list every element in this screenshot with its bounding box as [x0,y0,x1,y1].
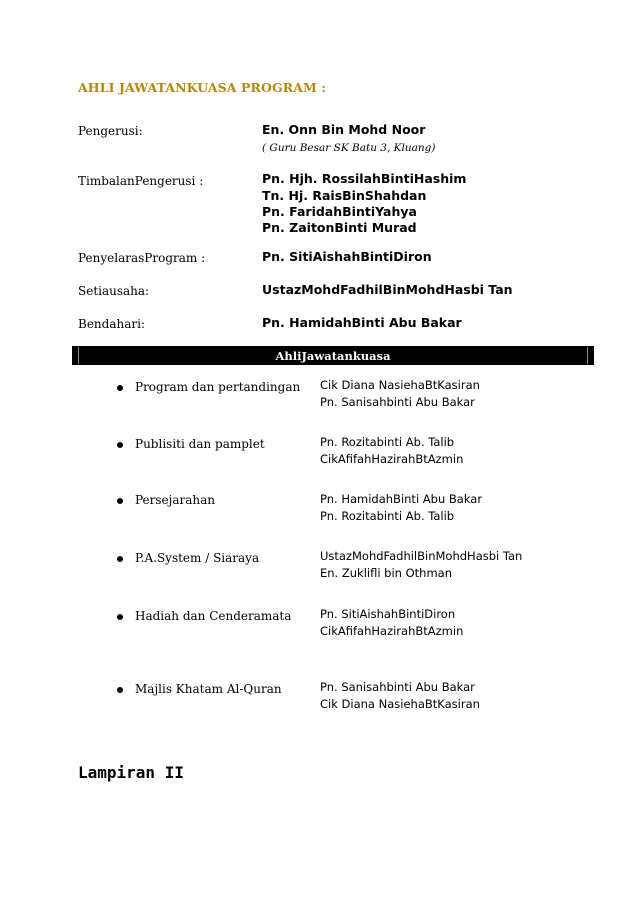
officer-value-timbalan-4: Pn. ZaitonBinti Murad [262,220,417,235]
officer-value-setiausaha: UstazMohdFadhilBinMohdHasbi Tan [262,282,513,297]
committee-member: En. Zuklifli bin Othman [320,566,453,580]
officer-label-timbalan: TimbalanPengerusi : [78,174,204,188]
committee-member: Pn. Sanisahbinti Abu Bakar [320,395,475,409]
committee-name-persejarahan: Persejarahan [135,493,216,507]
committee-member: CikAfifahHazirahBtAzmin [320,624,464,638]
committee-member: UstazMohdFadhilBinMohdHasbi Tan [320,549,523,563]
committee-member: Pn. HamidahBinti Abu Bakar [320,492,483,506]
bullet-icon [117,556,123,562]
committee-member: Pn. Rozitabinti Ab. Talib [320,509,455,523]
committee-member: Cik Diana NasiehaBtKasiran [320,378,480,392]
officer-label-setiausaha: Setiausaha: [78,284,150,298]
committee-name-hadiah: Hadiah dan Cenderamata [135,609,292,623]
officer-label-penyelaras: PenyelarasProgram : [78,251,206,265]
committee-header-bar [72,346,594,365]
bullet-icon [117,687,123,693]
committee-member: Pn. Rozitabinti Ab. Talib [320,435,455,449]
officer-label-bendahari: Bendahari: [78,317,145,331]
page-title: AHLI JAWATANKUASA PROGRAM : [78,80,327,95]
committee-member: CikAfifahHazirahBtAzmin [320,452,464,466]
officer-note-pengerusi: ( Guru Besar SK Batu 3, Kluang) [262,142,436,154]
officer-value-timbalan-2: Tn. Hj. RaisBinShahdan [262,188,427,203]
bullet-icon [117,442,123,448]
committee-name-program: Program dan pertandingan [135,380,301,394]
committee-member: Cik Diana NasiehaBtKasiran [320,697,480,711]
bullet-icon [117,614,123,620]
bullet-icon [117,498,123,504]
officer-value-bendahari: Pn. HamidahBinti Abu Bakar [262,315,462,330]
committee-member: Pn. Sanisahbinti Abu Bakar [320,680,475,694]
officer-value-pengerusi: En. Onn Bin Mohd Noor [262,122,426,137]
bullet-icon [117,385,123,391]
committee-name-pasystem: P.A.System / Siaraya [135,551,260,565]
appendix-heading: Lampiran II [78,763,184,782]
committee-member: Pn. SitiAishahBintiDiron [320,607,456,621]
officer-value-timbalan-3: Pn. FaridahBintiYahya [262,204,417,219]
committee-name-publisiti: Publisiti dan pamplet [135,437,265,451]
officer-value-penyelaras: Pn. SitiAishahBintiDiron [262,249,432,264]
committee-name-khatam: Majlis Khatam Al-Quran [135,682,282,696]
officer-label-pengerusi: Pengerusi: [78,124,143,138]
officer-value-timbalan-1: Pn. Hjh. RossilahBintiHashim [262,171,467,186]
committee-header-text: AhliJawatankuasa [275,349,391,363]
